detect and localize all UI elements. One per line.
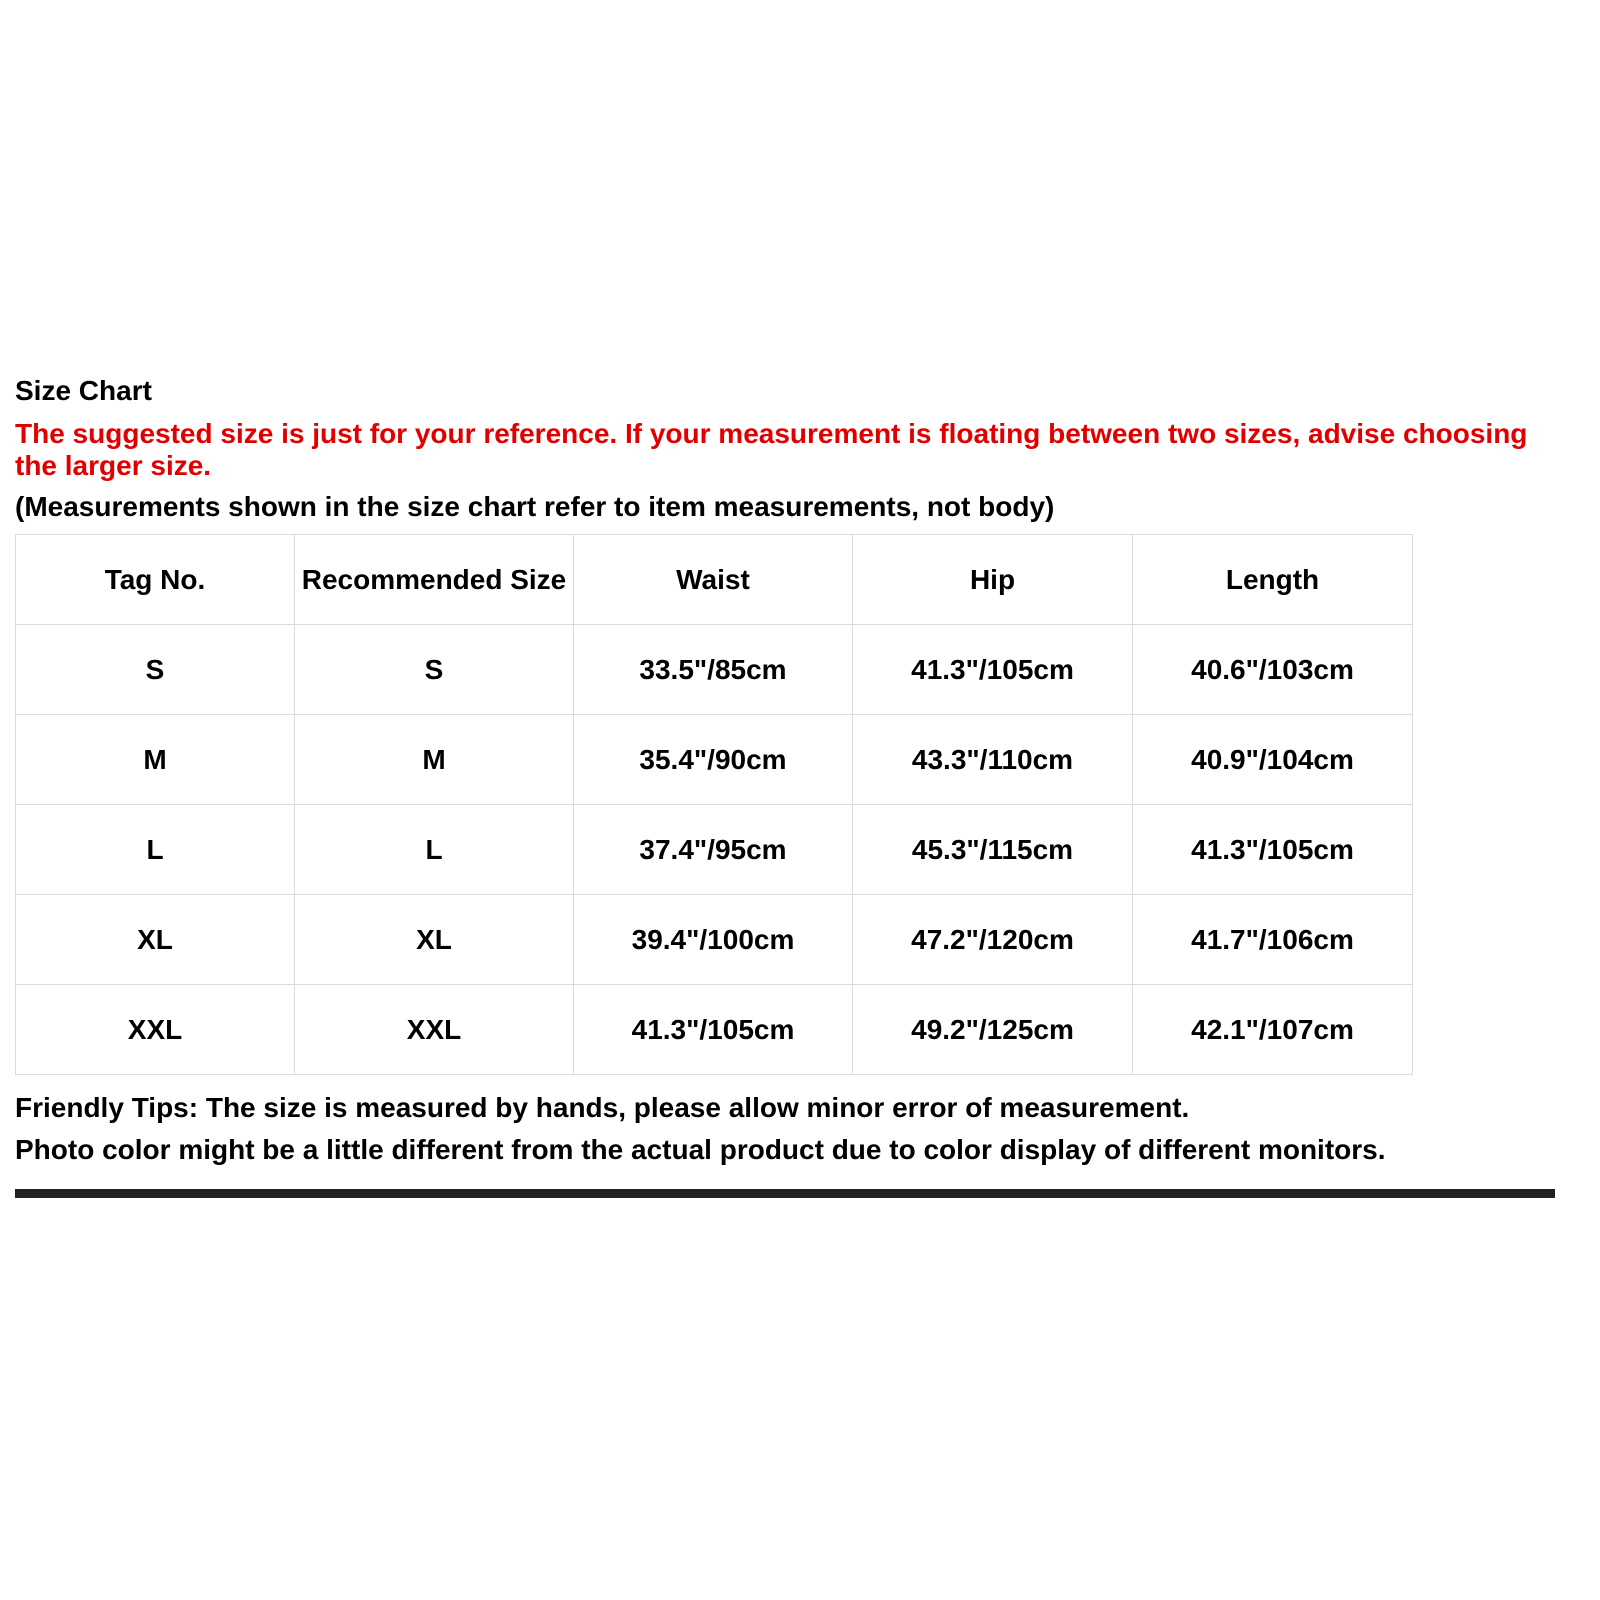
cell-recommended-size: M [295, 715, 574, 805]
table-row [16, 895, 1413, 985]
cell-hip: 43.3"/110cm [853, 715, 1133, 805]
header-tag-no: Tag No. [16, 535, 295, 625]
friendly-tips [15, 1087, 1585, 1171]
size-chart-document [15, 374, 1585, 1198]
cell-recommended-size: S [295, 625, 574, 715]
cell-hip: 47.2"/120cm [853, 895, 1133, 985]
cell-tag-no: S [16, 625, 295, 715]
cell-length: 41.3"/105cm [1133, 805, 1413, 895]
header-hip: Hip [853, 535, 1133, 625]
cell-tag-no: L [16, 805, 295, 895]
size-warning: The suggested size is just for your reference. If your measurement is floating between two sizes, advise choosing the larger size. [15, 418, 1528, 481]
table-row [16, 625, 1413, 715]
cell-tag-no: XL [16, 895, 295, 985]
cell-tag-no: XXL [16, 985, 295, 1075]
table-header-row [16, 535, 1413, 625]
cell-waist: 41.3"/105cm [574, 985, 853, 1075]
cell-waist: 37.4"/95cm [574, 805, 853, 895]
cell-recommended-size: XL [295, 895, 574, 985]
cell-waist: 39.4"/100cm [574, 895, 853, 985]
header-recommended-size: Recommended Size [295, 535, 574, 625]
cell-length: 40.6"/103cm [1133, 625, 1413, 715]
tip-line: Friendly Tips: The size is measured by hands, please allow minor error of measurement. [15, 1092, 1190, 1123]
cell-recommended-size: L [295, 805, 574, 895]
cell-waist: 35.4"/90cm [574, 715, 853, 805]
cell-recommended-size: XXL [295, 985, 574, 1075]
cell-waist: 33.5"/85cm [574, 625, 853, 715]
cell-length: 41.7"/106cm [1133, 895, 1413, 985]
table-row [16, 985, 1413, 1075]
tip-line: Photo color might be a little different from the actual product due to color display of different monitors. [15, 1134, 1386, 1165]
cell-tag-no: M [16, 715, 295, 805]
page-title: Size Chart [15, 375, 152, 406]
size-table [15, 534, 1413, 1075]
measurement-note: (Measurements shown in the size chart refer to item measurements, not body) [15, 491, 1055, 522]
divider [15, 1189, 1555, 1198]
cell-hip: 45.3"/115cm [853, 805, 1133, 895]
cell-hip: 49.2"/125cm [853, 985, 1133, 1075]
header-length: Length [1133, 535, 1413, 625]
cell-length: 40.9"/104cm [1133, 715, 1413, 805]
cell-length: 42.1"/107cm [1133, 985, 1413, 1075]
header-waist: Waist [574, 535, 853, 625]
table-row [16, 715, 1413, 805]
table-row [16, 805, 1413, 895]
cell-hip: 41.3"/105cm [853, 625, 1133, 715]
